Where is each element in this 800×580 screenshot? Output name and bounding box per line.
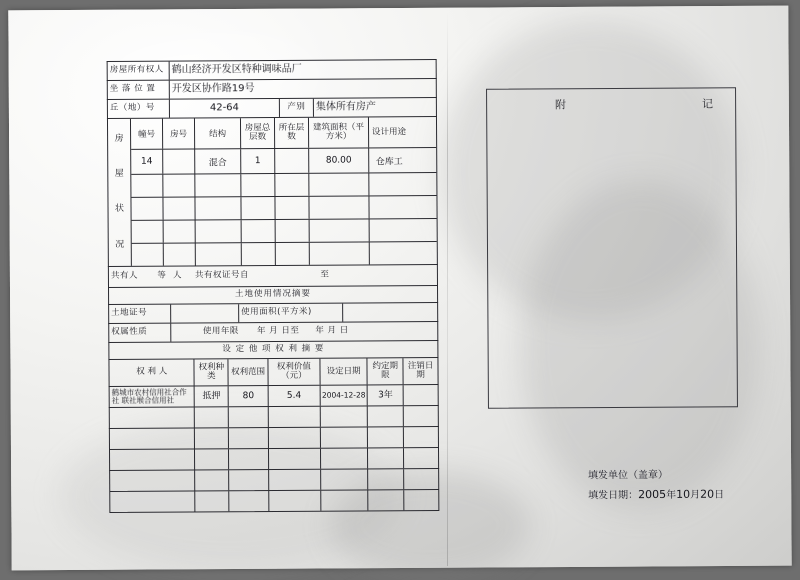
cell-right-scope <box>229 428 269 448</box>
parcel-value: 42-64 <box>170 99 280 118</box>
property-type-label: 产别 <box>280 99 314 117</box>
cell-build-area <box>310 242 370 264</box>
cell-cancel-date <box>404 448 438 468</box>
cell-set-date: 2004-12-28 <box>320 385 368 405</box>
note-box-title <box>555 96 715 113</box>
note-title-left: 附 <box>554 98 569 112</box>
cell-cancel-date <box>404 469 438 489</box>
cell-right-kind <box>195 407 229 427</box>
cell-build-area <box>309 196 369 218</box>
issuer-date-year: 2005 <box>638 487 667 502</box>
cell-building-no <box>131 175 163 197</box>
land-use-title-row <box>108 285 438 304</box>
co-owner-cert-label: 共有权证号自 <box>194 270 249 281</box>
cell-floor <box>275 197 309 219</box>
cell-right-kind <box>195 449 229 469</box>
land-cert-value <box>171 304 239 322</box>
table-row <box>109 384 439 407</box>
cell-build-area <box>309 173 369 195</box>
issuer-day-unit: 日 <box>714 489 725 501</box>
table-row <box>109 426 439 449</box>
issuer-year-unit: 年 <box>666 489 677 501</box>
note-box <box>486 87 738 409</box>
land-nature-label: 权属性质 <box>109 324 171 342</box>
cell-build-area <box>310 219 370 241</box>
cell-right-value <box>269 491 321 511</box>
house-status-side-label <box>108 119 132 266</box>
co-owner-to-label: 至 <box>320 269 330 280</box>
certificate-form <box>107 59 440 513</box>
cell-total-floors <box>242 220 276 242</box>
cell-right-kind <box>196 470 230 490</box>
cell-building-no <box>131 198 163 220</box>
cell-floor <box>276 243 310 265</box>
cell-design-use <box>369 196 409 218</box>
owner-label: 房屋所有权人 <box>108 62 170 80</box>
other-rights-title: 设 定 他 项 权 利 摘 要 <box>222 343 325 355</box>
table-row <box>109 447 439 470</box>
cell-right-scope <box>230 491 270 511</box>
co-owner-unit: 人 <box>172 270 182 281</box>
land-term-label: 使用年限 <box>202 326 239 337</box>
location-value: 开发区协作路19号 <box>171 83 255 95</box>
cell-right-holder <box>110 428 196 449</box>
col-header-right-scope: 权利范围 <box>229 359 269 385</box>
cell-floor <box>276 220 310 242</box>
issuer-date-line <box>588 485 724 507</box>
cell-cancel-date <box>404 427 438 447</box>
cell-right-holder: 鹤城市农村信用社合作社 联社堠合信用社 <box>110 386 196 407</box>
side-char: 房 <box>114 133 124 144</box>
cell-building-no <box>132 221 164 243</box>
cell-structure <box>196 243 242 265</box>
cell-right-kind <box>195 428 229 448</box>
land-term-to: 年 月 日 <box>315 325 349 336</box>
paper-fold-line <box>447 12 448 566</box>
col-header-cancel-date: 注销日期 <box>407 361 434 381</box>
issuer-date-label: 填发日期： <box>588 490 639 502</box>
land-area-label: 使用面积(平方米) <box>239 304 343 323</box>
cell-total-floors <box>242 243 276 265</box>
table-row <box>131 173 436 198</box>
co-owner-line <box>109 265 437 287</box>
co-owner-count-label: 等 <box>157 270 167 281</box>
cell-structure: 混合 <box>195 149 241 173</box>
co-owner-label: 共有人 <box>110 270 138 282</box>
cell-design-use <box>370 219 410 241</box>
table-row <box>109 489 439 513</box>
land-term-line <box>171 322 437 342</box>
cell-total-floors: 1 <box>241 149 275 173</box>
cell-structure <box>195 197 241 219</box>
land-cert-row <box>108 302 438 323</box>
cell-agreed-term <box>368 427 404 447</box>
col-header-structure: 结构 <box>195 118 241 148</box>
cell-room-no <box>164 220 196 242</box>
cell-building-no: 14 <box>131 150 163 174</box>
house-status-block <box>107 116 438 266</box>
owner-value: 鹤山经济开发区特种调味品厂 <box>171 64 302 76</box>
issuer-unit-label: 填发单位（盖章） <box>587 469 668 482</box>
cell-set-date <box>320 406 368 426</box>
cell-right-scope <box>229 470 269 490</box>
cell-right-value: 5.4 <box>269 386 321 406</box>
cell-right-value <box>269 449 321 469</box>
side-char: 况 <box>115 239 125 250</box>
table-row <box>109 468 439 491</box>
parcel-row <box>107 97 437 118</box>
col-header-design-use: 设计用途 <box>372 126 407 137</box>
cell-structure <box>195 174 241 196</box>
cell-room-no <box>163 174 195 196</box>
col-header-right-value: 权利价值（元） <box>268 359 320 385</box>
cell-right-value <box>269 428 321 448</box>
cell-set-date <box>321 469 369 489</box>
note-title-right: 记 <box>701 97 716 111</box>
cell-room-no <box>163 197 195 219</box>
location-row <box>107 78 437 99</box>
table-row <box>131 196 436 221</box>
col-header-building-no: 幢号 <box>131 119 163 149</box>
cell-right-holder <box>110 491 196 512</box>
cell-set-date <box>321 448 369 468</box>
property-type-value: 集体所有房产 <box>315 101 376 113</box>
land-nature-row <box>108 321 438 342</box>
col-header-agreed-term: 约定期限 <box>368 358 404 384</box>
co-owner-row <box>108 264 438 287</box>
cell-right-kind: 抵押 <box>195 386 229 406</box>
side-char: 状 <box>114 204 125 215</box>
cell-floor <box>275 174 309 196</box>
cell-design-use <box>370 242 410 264</box>
location-label: 坐 落 位 置 <box>108 81 170 99</box>
issuer-date-day: 20 <box>700 487 715 501</box>
cell-right-scope <box>229 449 269 469</box>
cell-right-value <box>269 407 321 427</box>
cell-set-date <box>321 427 369 447</box>
cell-right-scope: 80 <box>229 386 269 406</box>
col-header-right-kind: 权利种类 <box>195 359 229 385</box>
cell-right-holder <box>110 470 196 491</box>
cell-agreed-term: 3年 <box>368 385 404 405</box>
table-row <box>131 148 436 175</box>
cell-agreed-term <box>369 490 405 510</box>
cell-cancel-date <box>404 385 438 405</box>
col-header-build-area: 建筑面积（平方米） <box>309 117 369 147</box>
issuer-block <box>588 466 724 507</box>
side-char: 屋 <box>114 169 124 180</box>
col-header-set-date: 设定日期 <box>320 358 368 384</box>
cell-room-no <box>163 149 195 173</box>
land-use-summary-title: 土地使用情况摘要 <box>235 288 312 300</box>
table-row <box>132 242 437 266</box>
cell-right-holder <box>110 449 196 470</box>
other-rights-header-row <box>108 357 438 386</box>
cell-build-area: 80.00 <box>309 148 369 172</box>
cell-right-kind <box>196 491 230 511</box>
cell-structure <box>196 220 242 242</box>
col-header-room-no: 房号 <box>163 118 195 148</box>
cell-room-no <box>164 243 196 265</box>
col-header-total-floors: 房屋总层数 <box>241 118 275 148</box>
cell-total-floors <box>241 197 275 219</box>
table-row <box>109 405 439 428</box>
cell-right-value <box>269 470 321 490</box>
land-cert-label: 土地证号 <box>109 305 171 323</box>
col-header-floor: 所在层数 <box>275 118 309 148</box>
table-row <box>132 219 437 244</box>
house-status-grid <box>131 117 437 266</box>
cell-agreed-term <box>368 448 404 468</box>
col-header-right-holder: 权 利 人 <box>109 359 195 386</box>
cell-agreed-term <box>369 469 405 489</box>
cell-cancel-date <box>404 490 438 510</box>
parcel-label: 丘（地）号 <box>108 100 170 118</box>
owner-row <box>107 59 437 80</box>
cell-cancel-date <box>404 406 438 426</box>
cell-design-use: 仓库工 <box>375 156 403 167</box>
cell-building-no <box>132 244 164 266</box>
issuer-month-unit: 月 <box>690 489 701 501</box>
cell-set-date <box>321 490 369 510</box>
cell-right-scope <box>229 407 269 427</box>
cell-right-holder <box>110 407 196 428</box>
other-rights-title-row <box>108 340 438 359</box>
issuer-date-month: 10 <box>676 487 691 501</box>
status-header-row <box>131 117 436 150</box>
cell-total-floors <box>241 174 275 196</box>
cell-agreed-term <box>368 406 404 426</box>
land-area-value <box>343 303 437 322</box>
cell-design-use <box>369 173 409 195</box>
land-term-from: 年 月 日至 <box>256 325 300 337</box>
cell-floor <box>275 149 309 173</box>
